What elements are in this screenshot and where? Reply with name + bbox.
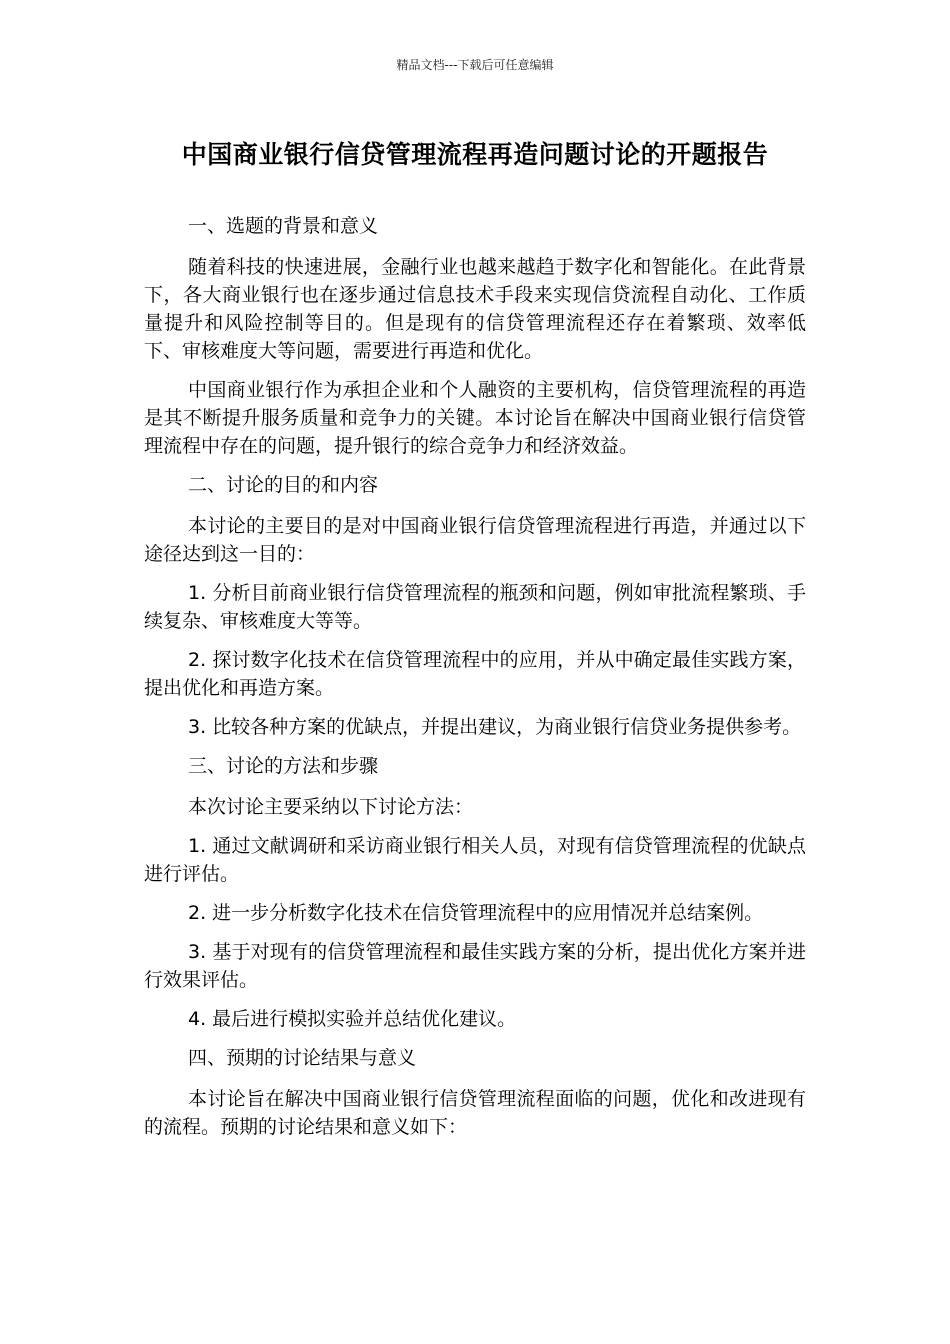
paragraph-results-intro: 本讨论旨在解决中国商业银行信贷管理流程面临的问题，优化和改进现有的流程。预期的讨论结果和意义如下： bbox=[144, 1088, 806, 1138]
list-item-purpose-3: 3. 比较各种方案的优缺点，并提出建议，为商业银行信贷业务提供参考。 bbox=[188, 716, 802, 738]
list-item-method-3: 3. 基于对现有的信贷管理流程和最佳实践方案的分析，提出优化方案并进行效果评估。 bbox=[144, 941, 806, 991]
section-heading-results: 四、预期的讨论结果与意义 bbox=[188, 1047, 417, 1069]
section-heading-purpose: 二、讨论的目的和内容 bbox=[188, 474, 379, 496]
section-heading-methods: 三、讨论的方法和步骤 bbox=[188, 755, 379, 777]
paragraph-background-1: 随着科技的快速进展，金融行业也越来越趋于数字化和智能化。在此背景下，各大商业银行也在逐步通过信息技术手段来实现信贷流程自动化、工作质量提升和风险控制等目的。但是现有的信贷管理流程还存在着繁琐、效率低下、审核难度大等问题，需要进行再造和优化。 bbox=[144, 256, 806, 362]
document-title: 中国商业银行信贷管理流程再造问题讨论的开题报告 bbox=[181, 140, 769, 169]
list-item-method-2: 2. 进一步分析数字化技术在信贷管理流程中的应用情况并总结案例。 bbox=[188, 902, 764, 924]
paragraph-purpose-intro: 本讨论的主要目的是对中国商业银行信贷管理流程进行再造，并通过以下途径达到这一目的： bbox=[144, 515, 806, 565]
list-item-purpose-1: 1. 分析目前商业银行信贷管理流程的瓶颈和问题，例如审批流程繁琐、手续复杂、审核难度大等等。 bbox=[144, 582, 806, 632]
paragraph-background-2: 中国商业银行作为承担企业和个人融资的主要机构，信贷管理流程的再造是其不断提升服务质量和竞争力的关键。本讨论旨在解决中国商业银行信贷管理流程中存在的问题，提升银行的综合竞争力和经济效益。 bbox=[144, 379, 806, 457]
document-body bbox=[144, 212, 806, 1152]
list-item-method-4: 4. 最后进行模拟实验并总结优化建议。 bbox=[188, 1008, 517, 1030]
header-note: 精品文档---下载后可任意编辑 bbox=[396, 58, 554, 72]
list-item-method-1: 1. 通过文献调研和采访商业银行相关人员，对现有信贷管理流程的优缺点进行评估。 bbox=[144, 835, 806, 885]
section-heading-background: 一、选题的背景和意义 bbox=[188, 215, 379, 237]
paragraph-methods-intro: 本次讨论主要采纳以下讨论方法： bbox=[188, 796, 474, 818]
list-item-purpose-2: 2. 探讨数字化技术在信贷管理流程中的应用，并从中确定最佳实践方案，提出优化和再造方案。 bbox=[144, 649, 806, 699]
